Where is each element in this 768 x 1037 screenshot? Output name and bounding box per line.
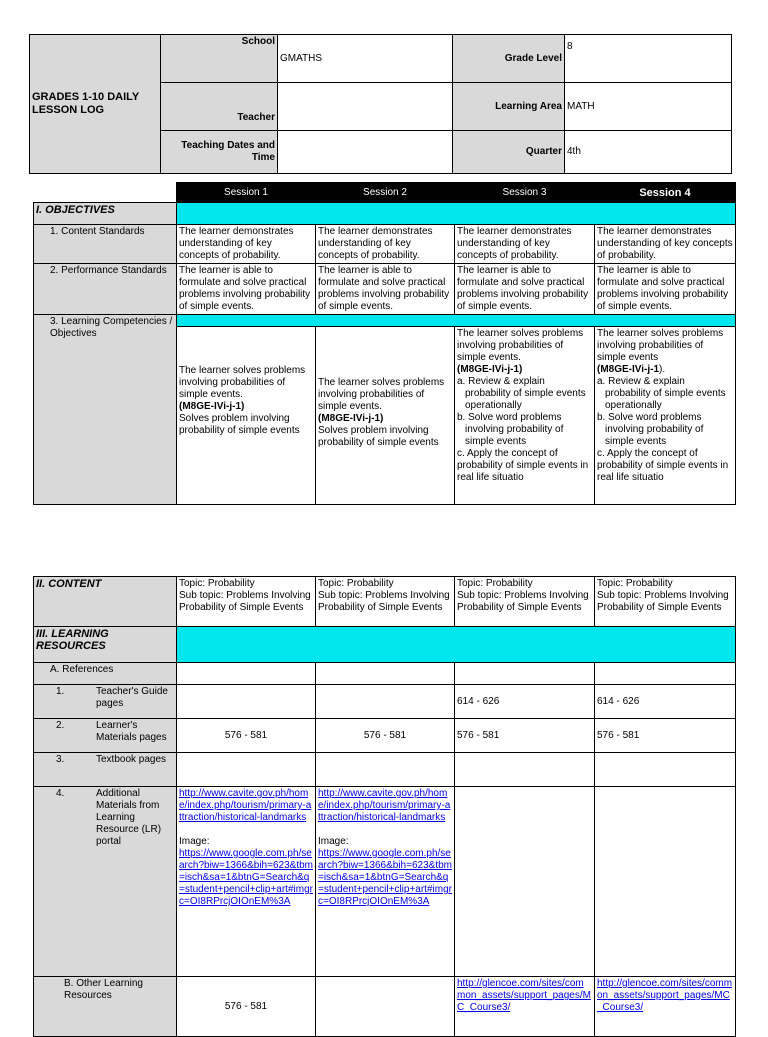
teacher-value[interactable] (278, 83, 453, 131)
textbook-s1 (177, 753, 316, 787)
comp-s3-item-c: c. Apply the concept of probability of simple events in real life situatio (457, 448, 589, 483)
comp-s1-text: The learner solves problems involving probabilities of simple events. (179, 365, 306, 400)
objectives-band (177, 203, 736, 225)
additional-materials-s4 (595, 787, 736, 977)
textbook-label (34, 753, 177, 787)
comp-s2-tail: Solves problem involving probability of simple events (318, 425, 439, 448)
teachers-guide-text: Teacher's Guide pages (96, 686, 168, 709)
content-s3 (455, 577, 595, 627)
am-s2-link-2[interactable]: https://www.google.com.ph/search?biw=1366&bih=623&tbm=isch&sa=1&btnG=Search&q=student+pencil+clip+art#imgrc=OI8RPrcjOIOnEM%3A (318, 848, 452, 907)
quarter-label: Quarter (453, 131, 565, 174)
performance-standards-s2: The learner is able to formulate and solve practical problems involving probability of simple events. (316, 264, 455, 315)
comp-s3-text: The learner solves problems involving probabilities of simple events. (457, 328, 584, 363)
other-s4-link[interactable]: http://glencoe.com/sites/common_assets/support_pages/MC_Course3/ (597, 978, 733, 1013)
textbook-s4 (595, 753, 736, 787)
school-label: School (161, 35, 278, 83)
comp-s4-code: (M8GE-IVi-j-1 (597, 364, 660, 375)
performance-standards-s1: The learner is able to formulate and solve practical problems involving probability of simple events. (177, 264, 316, 315)
am-s2-link-1[interactable]: http://www.cavite.gov.ph/home/index.php/tourism/primary-attraction/historical-landmarks (318, 788, 451, 823)
competencies-s3 (455, 327, 595, 505)
content-standards-s3: The learner demonstrates understanding of key concepts of probability. (455, 225, 595, 264)
num-2: 2. (56, 720, 65, 731)
content-s2 (316, 577, 455, 627)
comp-s4-item-a: a. Review & explain probability of simple events operationally (597, 376, 726, 411)
comp-s4-text: The learner solves problems involving probabilities of simple events (597, 328, 724, 363)
teachers-guide-label (34, 685, 177, 719)
comp-s1-tail: Solves problem involving probability of simple events (179, 413, 300, 436)
resources-band (177, 627, 736, 663)
dll-title: GRADES 1-10 DAILY LESSON LOG (30, 35, 161, 174)
comp-s3-code: (M8GE-IVi-j-1) (457, 364, 523, 375)
references-s2 (316, 663, 455, 685)
teaching-dates-label: Teaching Dates and Time (161, 131, 278, 174)
content-s4 (595, 577, 736, 627)
teacher-label: Teacher (161, 83, 278, 131)
other-resources-s1: 576 - 581 (177, 977, 316, 1037)
performance-standards-s4: The learner is able to formulate and solve practical problems involving probability of simple events. (595, 264, 736, 315)
content-s3-topic: Topic: Probability (457, 578, 533, 589)
session-1-header: Session 1 (177, 183, 316, 203)
quarter-value[interactable]: 4th (565, 131, 732, 174)
content-standards-label: 1. Content Standards (34, 225, 177, 264)
competencies-band (177, 315, 736, 327)
resources-heading: III. LEARNING RESOURCES (34, 627, 177, 663)
content-s1 (177, 577, 316, 627)
content-s1-topic: Topic: Probability (179, 578, 255, 589)
additional-materials-s1 (177, 787, 316, 977)
content-s3-subtopic: Sub topic: Problems Involving Probability of Simple Events (457, 590, 589, 613)
comp-s4-item-b: b. Solve word problems involving probability of simple events (597, 412, 704, 447)
content-standards-s4: The learner demonstrates understanding of key concepts of probability. (595, 225, 736, 264)
references-s3 (455, 663, 595, 685)
comp-s2-text: The learner solves problems involving probabilities of simple events. (318, 377, 445, 412)
content-s1-subtopic: Sub topic: Problems Involving Probability of Simple Events (179, 590, 311, 613)
additional-materials-label (34, 787, 177, 977)
textbook-text: Textbook pages (96, 754, 167, 765)
competencies-s2 (316, 327, 455, 505)
comp-s2-code: (M8GE-IVi-j-1) (318, 413, 384, 424)
content-s2-topic: Topic: Probability (318, 578, 394, 589)
teachers-guide-s3: 614 - 626 (455, 685, 595, 719)
learning-area-value[interactable]: MATH (565, 83, 732, 131)
objectives-table (33, 182, 736, 505)
num-4: 4. (56, 788, 65, 799)
teachers-guide-s1 (177, 685, 316, 719)
am-s1-link-1[interactable]: http://www.cavite.gov.ph/home/index.php/tourism/primary-attraction/historical-landmarks (179, 788, 312, 823)
performance-standards-label: 2. Performance Standards (34, 264, 177, 315)
session-3-header: Session 3 (455, 183, 595, 203)
content-resources-table (33, 576, 736, 1037)
session-4-header: Session 4 (595, 183, 736, 203)
teachers-guide-s2 (316, 685, 455, 719)
other-resources-s4 (595, 977, 736, 1037)
content-s4-subtopic: Sub topic: Problems Involving Probability of Simple Events (597, 590, 729, 613)
num-3: 3. (56, 754, 65, 765)
competencies-s4 (595, 327, 736, 505)
teaching-dates-value[interactable] (278, 131, 453, 174)
other-s3-link[interactable]: http://glencoe.com/sites/common_assets/support_pages/MC_Course3/ (457, 978, 591, 1013)
am-s1-link-2[interactable]: https://www.google.com.ph/search?biw=1366&bih=623&tbm=isch&sa=1&btnG=Search&q=student+pencil+clip+art#imgrc=OI8RPrcjOIOnEM%3A (179, 848, 313, 907)
grade-level-label: Grade Level (453, 35, 565, 83)
additional-materials-text: Additional Materials from Learning Resource (LR) portal (96, 788, 162, 847)
learning-area-label: Learning Area (453, 83, 565, 131)
textbook-s3 (455, 753, 595, 787)
references-s1 (177, 663, 316, 685)
comp-s4-item-c: c. Apply the concept of probability of simple events in real life situatio (597, 448, 729, 483)
content-heading: II. CONTENT (34, 577, 177, 627)
learners-materials-s2: 576 - 581 (316, 719, 455, 753)
header-table (29, 34, 732, 174)
references-s4 (595, 663, 736, 685)
num-1: 1. (56, 686, 65, 697)
objectives-heading: I. OBJECTIVES (34, 203, 177, 225)
comp-s4-code-end: ). (659, 364, 666, 375)
textbook-s2 (316, 753, 455, 787)
other-resources-s2 (316, 977, 455, 1037)
blank-corner (34, 183, 177, 203)
additional-materials-s3 (455, 787, 595, 977)
session-2-header: Session 2 (316, 183, 455, 203)
comp-s1-code: (M8GE-IVi-j-1) (179, 401, 245, 412)
comp-s3-item-a: a. Review & explain probability of simple events operationally (457, 376, 586, 411)
content-standards-s1: The learner demonstrates understanding of key concepts of probability. (177, 225, 316, 264)
grade-level-value[interactable]: 8 (565, 35, 732, 83)
learners-materials-text: Learner's Materials pages (96, 720, 167, 743)
additional-materials-s2 (316, 787, 455, 977)
competencies-s1 (177, 327, 316, 505)
teachers-guide-s4: 614 - 626 (595, 685, 736, 719)
competencies-label: 3. Learning Competencies / Objectives (34, 315, 177, 505)
am-s1-image-label: Image: (179, 836, 210, 847)
learners-materials-s1: 576 - 581 (177, 719, 316, 753)
performance-standards-s3: The learner is able to formulate and solve practical problems involving probability of simple events. (455, 264, 595, 315)
comp-s3-item-b: b. Solve word problems involving probability of simple events (457, 412, 564, 447)
school-value[interactable]: GMATHS (278, 35, 453, 83)
content-standards-s2: The learner demonstrates understanding of key concepts of probability. (316, 225, 455, 264)
learners-materials-s4: 576 - 581 (595, 719, 736, 753)
content-s2-subtopic: Sub topic: Problems Involving Probability of Simple Events (318, 590, 450, 613)
references-label: A. References (34, 663, 177, 685)
am-s2-image-label: Image: (318, 836, 349, 847)
learners-materials-label (34, 719, 177, 753)
other-resources-label: B. Other Learning Resources (34, 977, 177, 1037)
other-resources-s3 (455, 977, 595, 1037)
content-s4-topic: Topic: Probability (597, 578, 673, 589)
learners-materials-s3: 576 - 581 (455, 719, 595, 753)
